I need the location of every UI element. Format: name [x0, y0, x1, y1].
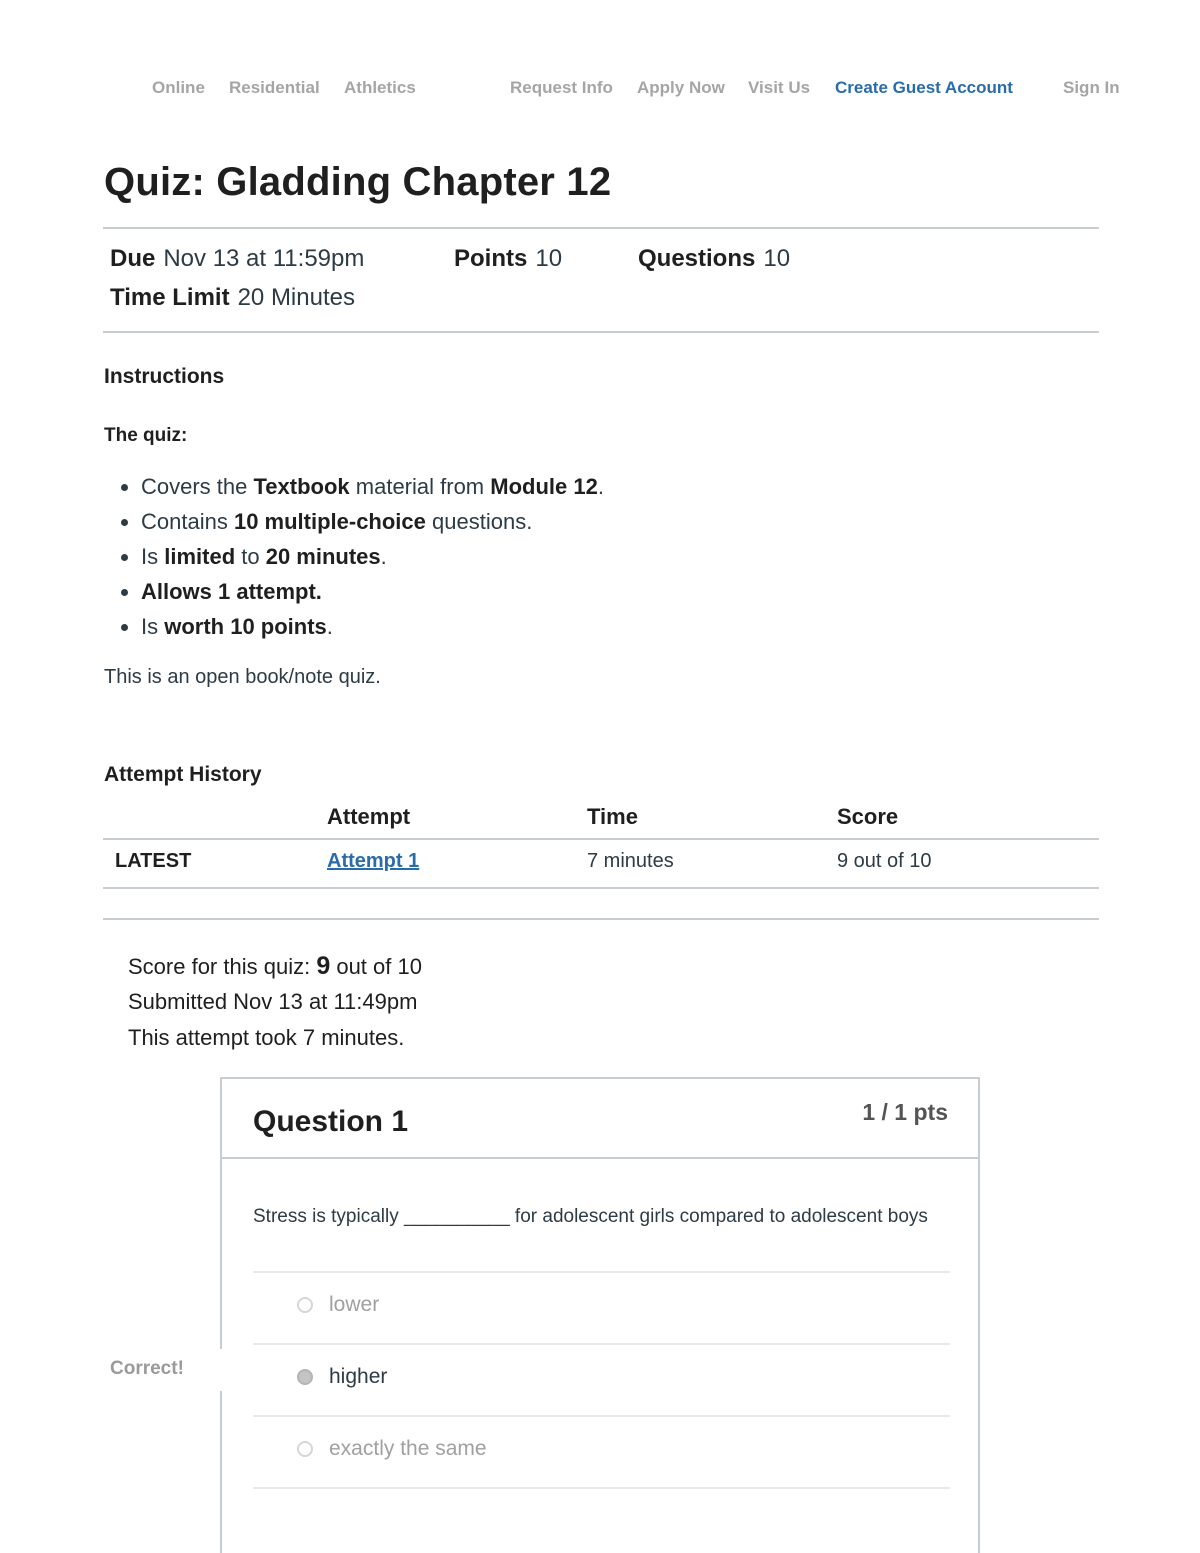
- question-card: [220, 1077, 980, 1553]
- question-header: [222, 1079, 978, 1159]
- due-value: Nov 13 at 11:59pm: [163, 245, 365, 272]
- attempt-time: 7 minutes: [587, 850, 674, 872]
- points-label: Points: [454, 245, 528, 272]
- answer-option-lower[interactable]: [253, 1271, 950, 1343]
- quiz-score: Score for this quiz: 9 out of 10: [128, 952, 422, 980]
- points-value: 10: [535, 245, 563, 272]
- column-header-score: Score: [837, 804, 899, 829]
- correct-answer-flag: Correct!: [110, 1358, 184, 1379]
- question-text: Stress is typically __________ for adolescent girls compared to adolescent boys: [253, 1206, 928, 1227]
- meta-divider: [103, 331, 1099, 333]
- page-title: Quiz: Gladding Chapter 12: [104, 160, 612, 204]
- radio-icon[interactable]: [297, 1297, 313, 1313]
- questions-count: [638, 245, 790, 273]
- points: [454, 245, 562, 273]
- instructions-heading: Instructions: [104, 365, 225, 388]
- table-header-divider: [103, 838, 1099, 840]
- instruction-item: • Is worth 10 points.: [141, 611, 604, 646]
- nav-visit-us[interactable]: Visit Us: [748, 78, 811, 97]
- question-points: 1 / 1 pts: [862, 1099, 948, 1125]
- submitted-time: Submitted Nov 13 at 11:49pm: [128, 989, 418, 1014]
- title-divider: [103, 227, 1099, 229]
- due-date: [110, 245, 364, 273]
- nav-residential[interactable]: Residential: [229, 78, 320, 97]
- questions-label: Questions: [638, 245, 756, 272]
- card-border-gap: [218, 1349, 224, 1391]
- instruction-item: • Covers the Textbook material from Module 12.: [141, 471, 604, 506]
- column-header-time: Time: [587, 804, 638, 829]
- attempt-duration: This attempt took 7 minutes.: [128, 1025, 405, 1050]
- answer-option-exactly-the-same[interactable]: [253, 1415, 950, 1489]
- instruction-item: • Contains 10 multiple-choice questions.: [141, 506, 604, 541]
- question-title: Question 1: [253, 1105, 409, 1138]
- nav-create-guest-account[interactable]: Create Guest Account: [835, 78, 1013, 97]
- top-nav: [0, 76, 1200, 102]
- questions-value: 10: [763, 245, 791, 272]
- answer-option-higher[interactable]: [253, 1343, 950, 1415]
- table-row-divider: [103, 887, 1099, 889]
- instruction-item: • Is limited to 20 minutes.: [141, 541, 604, 576]
- answer-label: exactly the same: [329, 1437, 487, 1460]
- instructions-subheading: The quiz:: [104, 425, 188, 446]
- nav-online[interactable]: Online: [152, 78, 205, 97]
- attempt-1-link[interactable]: Attempt 1: [327, 850, 420, 872]
- instructions-list: [104, 471, 604, 646]
- section-divider: [103, 918, 1099, 920]
- time-limit-value: 20 Minutes: [237, 284, 355, 311]
- due-label: Due: [110, 245, 156, 272]
- answer-label: higher: [329, 1365, 388, 1388]
- column-header-attempt: Attempt: [327, 804, 411, 829]
- instructions-note: This is an open book/note quiz.: [104, 666, 381, 688]
- attempt-history-heading: Attempt History: [104, 763, 262, 786]
- time-limit: [110, 284, 355, 312]
- answer-label: lower: [329, 1293, 380, 1316]
- time-limit-label: Time Limit: [110, 284, 230, 311]
- radio-icon[interactable]: [297, 1441, 313, 1457]
- radio-checked-icon[interactable]: [297, 1369, 313, 1385]
- latest-tag: LATEST: [115, 850, 192, 872]
- nav-sign-in[interactable]: Sign In: [1063, 78, 1120, 97]
- nav-request-info[interactable]: Request Info: [510, 78, 613, 97]
- attempt-score: 9 out of 10: [837, 850, 932, 872]
- quiz-score-value: 9: [316, 952, 331, 980]
- nav-apply-now[interactable]: Apply Now: [637, 78, 725, 97]
- instruction-item: • Allows 1 attempt.: [141, 576, 604, 611]
- nav-athletics[interactable]: Athletics: [344, 78, 416, 97]
